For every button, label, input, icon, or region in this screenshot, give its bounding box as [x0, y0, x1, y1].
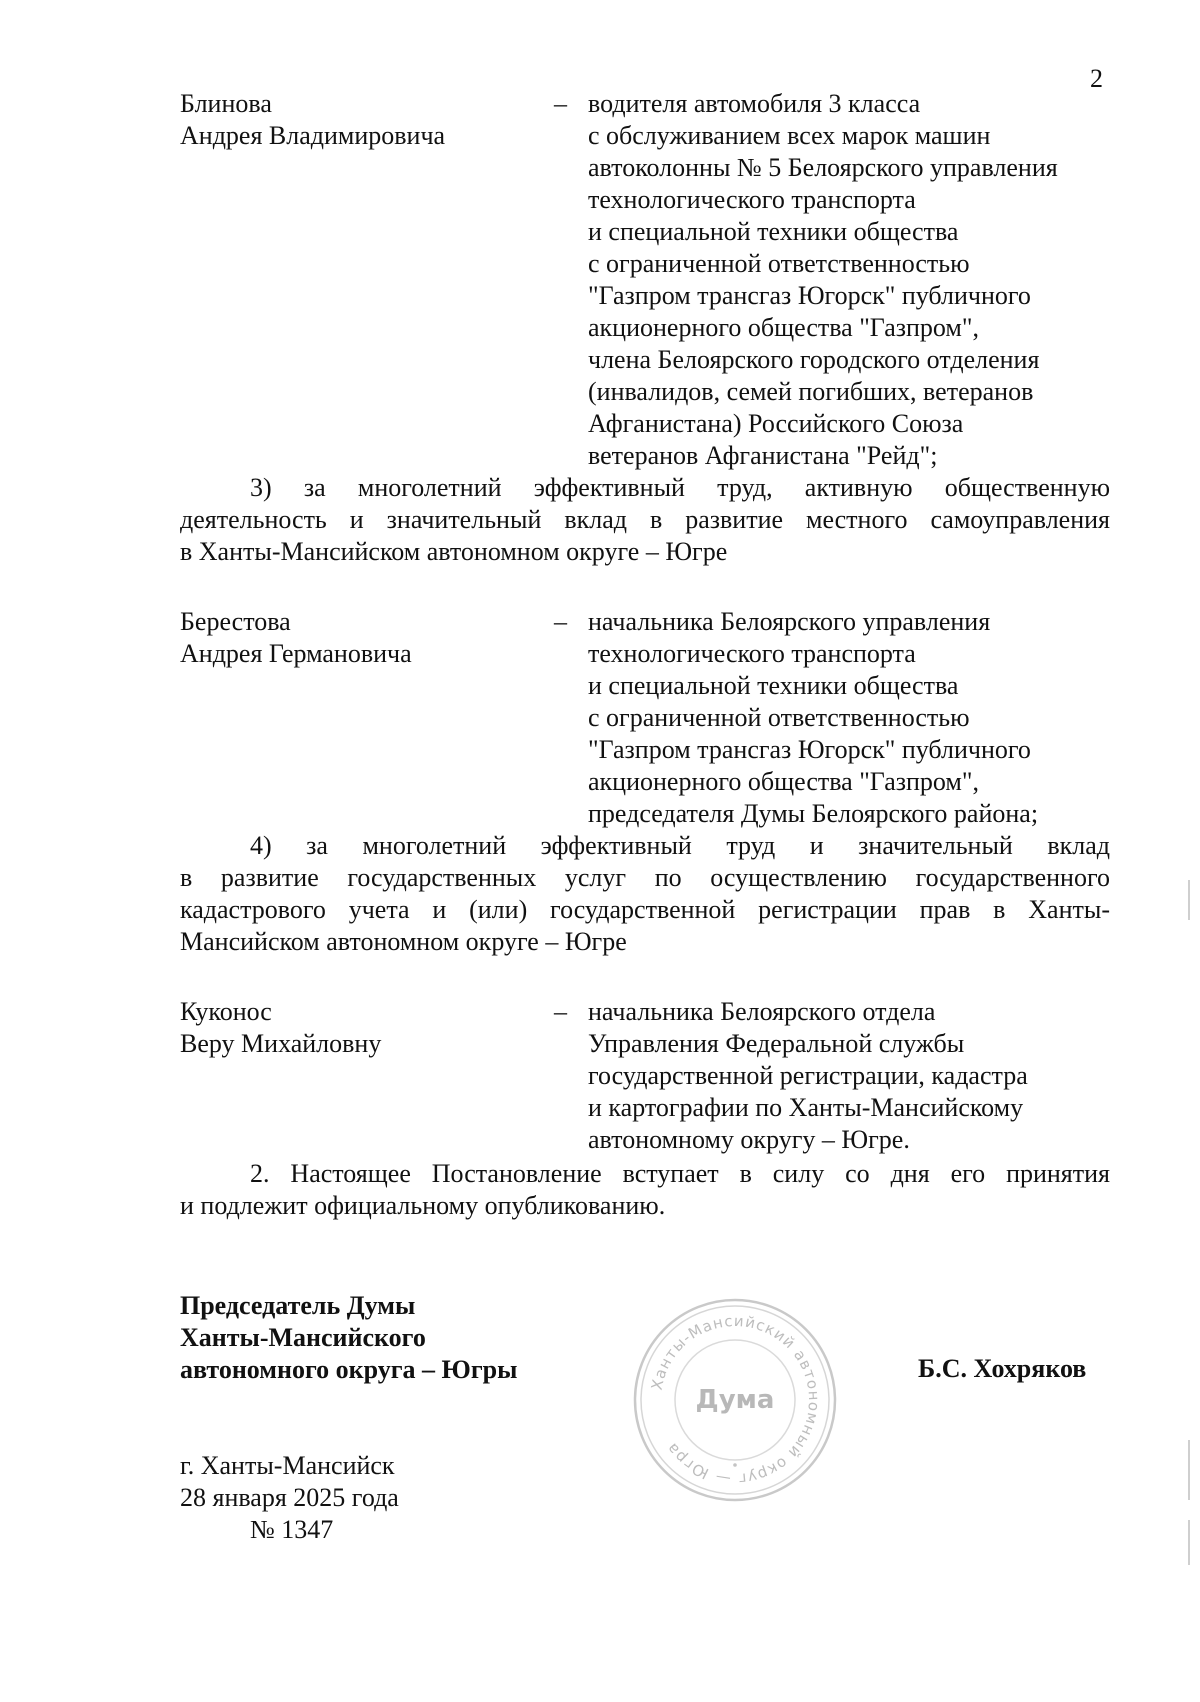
signatory-name: Б.С. Хохряков — [918, 1354, 1087, 1383]
seal-graphic — [630, 1295, 840, 1505]
paragraph-line: в развитие государственных услуг по осуществлению государственного — [180, 863, 1110, 892]
official-seal — [630, 1295, 840, 1505]
paragraph-line: 2. Настоящее Постановление вступает в силу со дня его принятия — [250, 1159, 1110, 1188]
footer-document-number: № 1347 — [250, 1515, 334, 1544]
entry-dash: – — [554, 89, 567, 118]
position-line: председателя Думы Белоярского района; — [588, 799, 1039, 828]
paragraph-line: 4) за многолетний эффективный труд и значительный вклад — [250, 831, 1110, 860]
position-line: акционерного общества "Газпром", — [588, 313, 979, 342]
awardee-name — [180, 996, 540, 1060]
position-line: с ограниченной ответственностью — [588, 703, 970, 732]
document-footer — [180, 1450, 399, 1546]
position-line: ветеранов Афганистана "Рейд"; — [588, 441, 938, 470]
awardee-surname: Берестова — [180, 607, 291, 636]
entry-dash: – — [554, 997, 567, 1026]
paragraph-line: кадастрового учета и (или) государственной регистрации прав в Ханты- — [180, 895, 1110, 924]
paragraph-item-3 — [180, 472, 1110, 568]
scan-margin-mark — [1188, 880, 1190, 920]
scan-margin-mark — [1188, 1520, 1190, 1565]
position-line: технологического транспорта — [588, 185, 916, 214]
paragraph-line: и подлежит официальному опубликованию. — [180, 1191, 666, 1220]
signatory-title-line: автономного округа – Югры — [180, 1355, 518, 1384]
paragraph-line: Мансийском автономном округе – Югре — [180, 927, 627, 956]
position-line: автономному округу – Югре. — [588, 1125, 910, 1154]
seal-center-text: Дума — [695, 1385, 775, 1415]
signatory-title-line: Председатель Думы — [180, 1291, 416, 1320]
position-line: государственной регистрации, кадастра — [588, 1061, 1028, 1090]
awardee-surname: Блинова — [180, 89, 272, 118]
position-line: (инвалидов, семей погибших, ветеранов — [588, 377, 1034, 406]
page-number: 2 — [1090, 64, 1103, 93]
position-line: технологического транспорта — [588, 639, 916, 668]
award-entry-blinova — [180, 88, 1110, 472]
paragraph-line: деятельность и значительный вклад в развитие местного самоуправления — [180, 505, 1110, 534]
position-line: Афганистана) Российского Союза — [588, 409, 964, 438]
signatory-title-line: Ханты-Мансийского — [180, 1323, 426, 1352]
scan-margin-mark — [1188, 1440, 1190, 1500]
position-line: "Газпром трансгаз Югорск" публичного — [588, 735, 1031, 764]
position-line: с ограниченной ответственностью — [588, 249, 970, 278]
paragraph-item-4 — [180, 830, 1110, 958]
awardee-position — [588, 88, 1108, 472]
position-line: "Газпром трансгаз Югорск" публичного — [588, 281, 1031, 310]
awardee-name — [180, 606, 540, 670]
awardee-surname: Куконос — [180, 997, 272, 1026]
position-line: автоколонны № 5 Белоярского управления — [588, 153, 1058, 182]
position-line: и специальной техники общества — [588, 671, 959, 700]
awardee-position — [588, 606, 1108, 830]
awardee-name — [180, 88, 540, 152]
footer-date: 28 января 2025 года — [180, 1483, 399, 1512]
entry-dash: – — [554, 607, 567, 636]
position-line: Управления Федеральной службы — [588, 1029, 965, 1058]
awardee-position — [588, 996, 1108, 1156]
seal-ring-text: Ханты-Мансийский автономный округ — Югра — [647, 1311, 824, 1489]
paragraph-effective-date — [180, 1158, 1110, 1222]
awardee-given-names: Андрея Владимировича — [180, 121, 446, 150]
award-entry-kukonos — [180, 996, 1110, 1156]
position-line: акционерного общества "Газпром", — [588, 767, 979, 796]
position-line: и специальной техники общества — [588, 217, 959, 246]
position-line: начальника Белоярского отдела — [588, 997, 936, 1026]
awardee-given-names: Андрея Германовича — [180, 639, 412, 668]
paragraph-line: в Ханты-Мансийском автономном округе – Югре — [180, 537, 728, 566]
position-line: с обслуживанием всех марок машин — [588, 121, 991, 150]
awardee-given-names: Веру Михайловну — [180, 1029, 382, 1058]
signatory-title — [180, 1290, 517, 1386]
position-line: члена Белоярского городского отделения — [588, 345, 1040, 374]
position-line: и картографии по Ханты-Мансийскому — [588, 1093, 1024, 1122]
paragraph-line: 3) за многолетний эффективный труд, активную общественную — [250, 473, 1110, 502]
award-entry-berestova — [180, 606, 1110, 830]
footer-city: г. Ханты-Мансийск — [180, 1451, 395, 1480]
position-line: водителя автомобиля 3 класса — [588, 89, 921, 118]
position-line: начальника Белоярского управления — [588, 607, 991, 636]
